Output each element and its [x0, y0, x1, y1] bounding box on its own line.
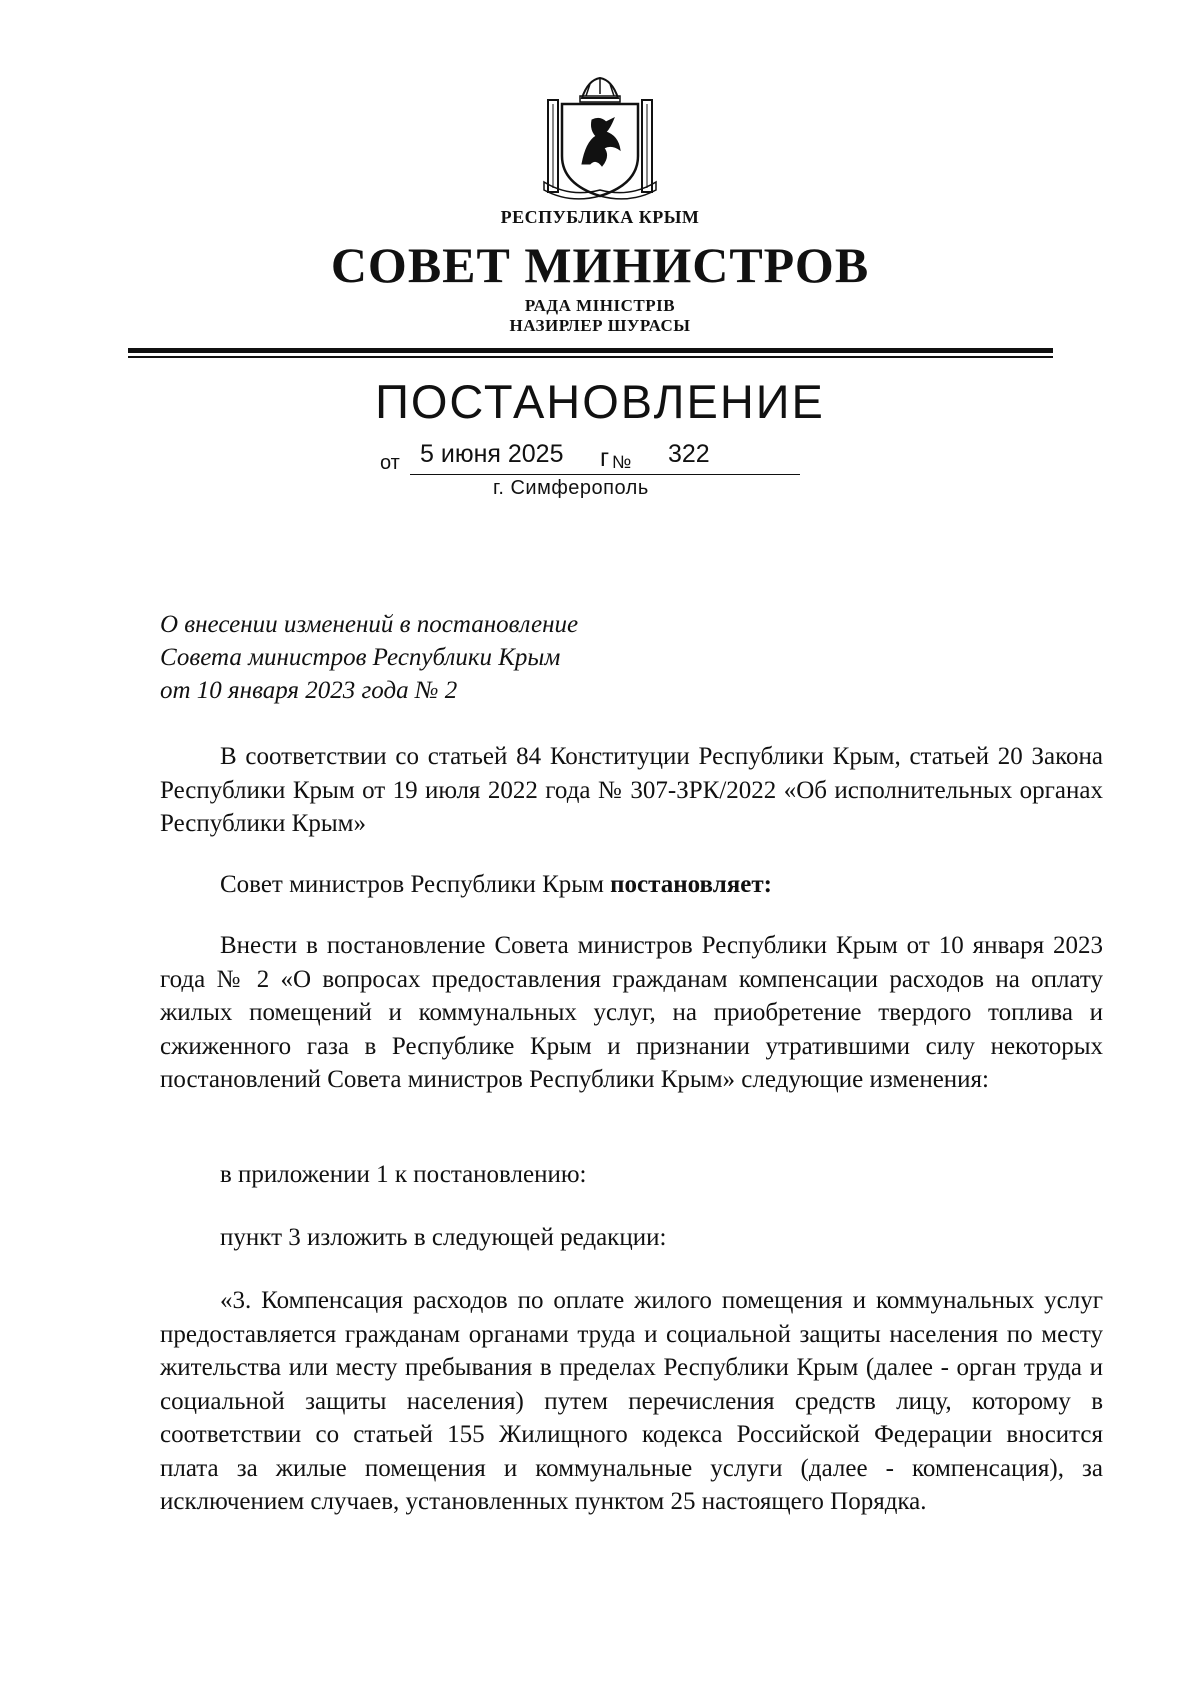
- amendment-paragraph: [160, 929, 1103, 1097]
- resolution-keyword: постановляет:: [610, 871, 772, 898]
- paragraph-text: пункт 3 изложить в следующей редакции:: [220, 1224, 667, 1251]
- document-number: 322: [668, 440, 710, 468]
- paragraph-text: в приложении 1 к постановлению:: [220, 1161, 587, 1188]
- header-divider: [128, 348, 1053, 358]
- document-type-title: ПОСТАНОВЛЕНИЕ: [375, 375, 825, 428]
- new-clause-text: [160, 1284, 1103, 1519]
- resolution-paragraph: [160, 868, 1103, 902]
- date-number-line: [380, 440, 800, 476]
- clause-paragraph: [160, 1221, 1103, 1255]
- paragraph-text: В соответствии со статьей 84 Конституции Республики Крым, статьей 20 Закона Республики Крым от 19 июля 2022 года № 307-ЗРК/2022 «Об исполнительных органах Республики Крым»: [160, 743, 1103, 837]
- org-ukrainian-title: РАДА МІНІСТРІВ: [524, 296, 676, 315]
- paragraph-text: Внести в постановление Совета министров Республики Крым от 10 января 2023 года № 2 «О вопросах предоставления гражданам компенсации расходов на оплату жилых помещений и коммунальных услуг, на приобретение твердого топлива и сжиженного газа в Республике Крым и признании утратившими силу некоторых постановлений Совета министров Республики Крым» следующие изменения:: [160, 932, 1103, 1093]
- org-republic-label: РЕСПУБЛИКА КРЫМ: [500, 207, 700, 227]
- org-crimean-tatar-title: НАЗИРЛЕР ШУРАСЫ: [509, 316, 691, 335]
- subject-line: от 10 января 2023 года № 2: [160, 677, 458, 704]
- paragraph-text: «3. Компенсация расходов по оплате жилого помещения и коммунальных услуг предоставляется гражданам органами труда и социальной защиты населения по месту жительства или месту пребывания в пределах Республики Крым (далее - орган труда и социальной защиты населения) путем перечисления средств лицу, которому в соответствии со статьей 155 Жилищного кодекса Российской Федерации вносится плата за жилые помещения и коммунальные услуги (далее - компенсация), за исключением случаев, установленных пунктом 25 настоящего Порядка.: [160, 1287, 1103, 1515]
- preamble-paragraph: [160, 740, 1103, 841]
- date-prefix: от: [380, 452, 400, 474]
- document-subject: [160, 608, 578, 707]
- year-suffix: г: [600, 444, 610, 472]
- number-sign: №: [612, 452, 632, 472]
- appendix-paragraph: [160, 1158, 1103, 1192]
- date-underline: [410, 474, 800, 475]
- coat-of-arms-emblem: [540, 72, 660, 200]
- paragraph-text: [160, 868, 1103, 902]
- subject-line: О внесении изменений в постановление: [160, 611, 579, 638]
- subject-line: Совета министров Республики Крым: [160, 644, 561, 671]
- document-date: 5 июня 2025: [420, 440, 564, 468]
- resolution-text: Совет министров Республики Крым: [220, 871, 611, 898]
- org-main-title: СОВЕТ МИНИСТРОВ: [330, 237, 870, 293]
- document-city: г. Симферополь: [493, 477, 649, 499]
